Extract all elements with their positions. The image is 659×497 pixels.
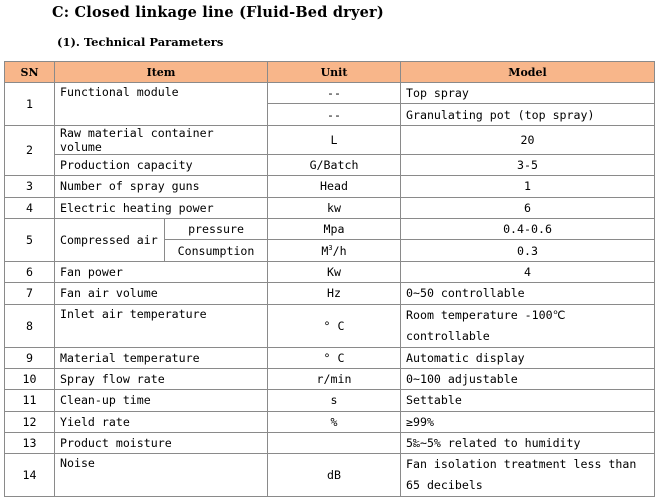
row-model: 0.4-0.6 [401, 218, 655, 239]
row-sn: 6 [5, 261, 55, 282]
table-row [5, 125, 655, 154]
table-row [5, 83, 655, 104]
row-sn: 11 [5, 390, 55, 411]
section-subtitle: (1). Technical Parameters [57, 35, 224, 49]
row-model: Fan isolation treatment less than 65 decibels [401, 454, 655, 497]
unit-exponent: 3 [328, 243, 333, 252]
row-unit: G/Batch [268, 154, 401, 175]
row-sn: 1 [5, 83, 55, 126]
row-unit: ° C [268, 347, 401, 368]
row-unit: r/min [268, 368, 401, 389]
row-item: Fan power [55, 261, 268, 282]
row-sn: 13 [5, 433, 55, 454]
table-row [5, 368, 655, 389]
table-row [5, 411, 655, 432]
row-item: Number of spray guns [55, 176, 268, 197]
header-model: Model [401, 62, 655, 83]
row-sn: 4 [5, 197, 55, 218]
table-row [5, 454, 655, 497]
row-subitem: pressure [165, 218, 268, 239]
row-item: Fan air volume [55, 283, 268, 304]
row-unit: Kw [268, 261, 401, 282]
row-item: Noise [55, 454, 268, 497]
row-unit: kw [268, 197, 401, 218]
row-sn: 7 [5, 283, 55, 304]
table-row [5, 154, 655, 175]
row-unit: Head [268, 176, 401, 197]
header-item: Item [55, 62, 268, 83]
row-item: Raw material container volume [55, 125, 268, 154]
unit-base: M [321, 243, 329, 258]
row-model: Room temperature -100℃ controllable [401, 304, 655, 347]
row-model: Top spray [401, 83, 655, 104]
row-sn: 5 [5, 218, 55, 261]
table-row [5, 176, 655, 197]
row-sn: 12 [5, 411, 55, 432]
row-model: 0~50 controllable [401, 283, 655, 304]
row-item: Inlet air temperature [55, 304, 268, 347]
table-row [5, 283, 655, 304]
table-row [5, 347, 655, 368]
row-unit [268, 433, 401, 454]
row-model: 0~100 adjustable [401, 368, 655, 389]
unit-suffix: /h [332, 243, 347, 258]
row-subitem: Consumption [165, 240, 268, 261]
row-unit [268, 240, 401, 261]
row-item: Production capacity [55, 154, 268, 175]
row-model: 20 [401, 125, 655, 154]
row-item: Product moisture [55, 433, 268, 454]
row-sn: 3 [5, 176, 55, 197]
table-row [5, 218, 655, 239]
header-unit: Unit [268, 62, 401, 83]
row-unit: L [268, 125, 401, 154]
technical-parameters-table [4, 61, 655, 497]
table-row [5, 433, 655, 454]
row-item: Spray flow rate [55, 368, 268, 389]
row-model: Granulating pot (top spray) [401, 104, 655, 125]
row-sn: 8 [5, 304, 55, 347]
row-sn: 14 [5, 454, 55, 497]
row-item: Compressed air [55, 218, 165, 261]
row-unit: % [268, 411, 401, 432]
row-item: Material temperature [55, 347, 268, 368]
row-model: Automatic display [401, 347, 655, 368]
row-model: 4 [401, 261, 655, 282]
table-row [5, 390, 655, 411]
row-model: Settable [401, 390, 655, 411]
row-item: Clean-up time [55, 390, 268, 411]
table-row [5, 261, 655, 282]
row-unit: -- [268, 83, 401, 104]
row-model: 5‰~5% related to humidity [401, 433, 655, 454]
row-unit: dB [268, 454, 401, 497]
row-model: 3-5 [401, 154, 655, 175]
row-unit: s [268, 390, 401, 411]
table-row [5, 304, 655, 347]
section-title: C: Closed linkage line (Fluid-Bed dryer) [52, 4, 384, 21]
row-item: Electric heating power [55, 197, 268, 218]
row-sn: 2 [5, 125, 55, 175]
row-model: 6 [401, 197, 655, 218]
row-unit: Hz [268, 283, 401, 304]
row-model: 1 [401, 176, 655, 197]
row-unit: ° C [268, 304, 401, 347]
row-sn: 10 [5, 368, 55, 389]
row-model: 0.3 [401, 240, 655, 261]
row-model: ≥99% [401, 411, 655, 432]
row-item: Yield rate [55, 411, 268, 432]
row-sn: 9 [5, 347, 55, 368]
row-unit: -- [268, 104, 401, 125]
row-unit: Mpa [268, 218, 401, 239]
row-item: Functional module [55, 83, 268, 126]
header-sn: SN [5, 62, 55, 83]
table-header-row [5, 62, 655, 83]
table-row [5, 197, 655, 218]
